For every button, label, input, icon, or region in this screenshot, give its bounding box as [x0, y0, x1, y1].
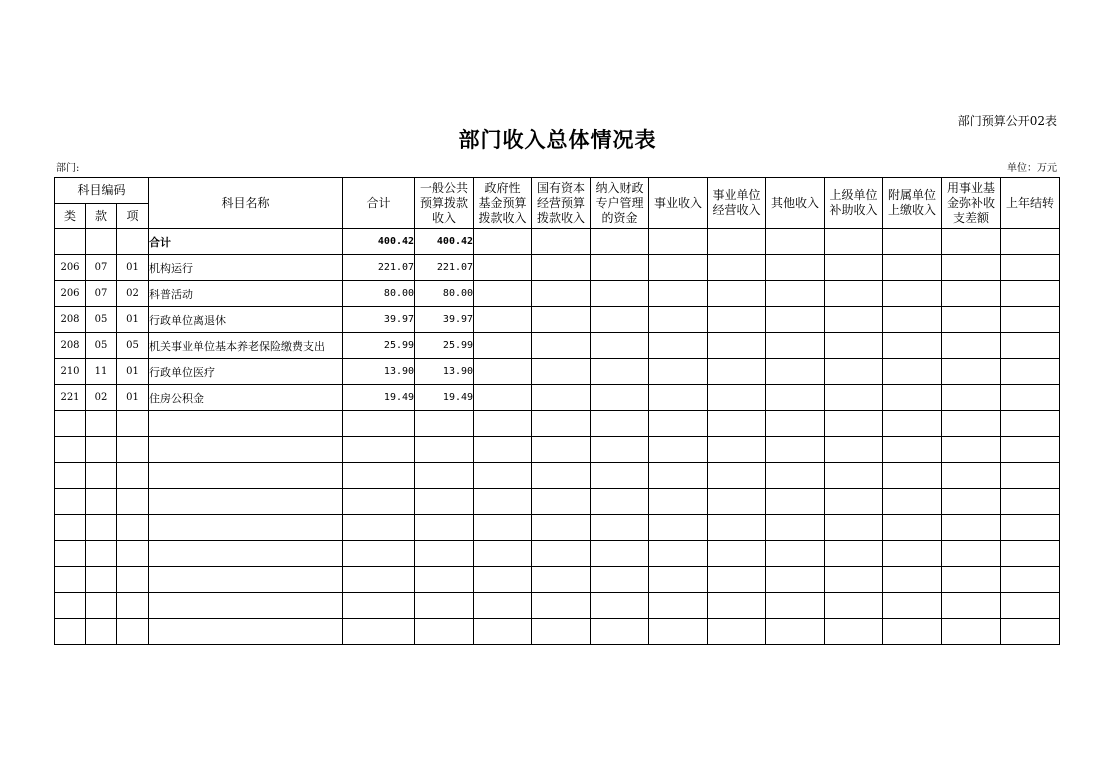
- row-total: 19.49: [343, 385, 415, 411]
- header-total: 合计: [343, 178, 415, 229]
- page-title: 部门收入总体情况表: [458, 127, 657, 152]
- row-code-kuan: 05: [86, 307, 117, 333]
- row-general-budget: 221.07: [415, 255, 474, 281]
- empty-row: [55, 437, 1060, 463]
- row-code-xiang: 01: [117, 255, 149, 281]
- row-code-xiang: 05: [117, 333, 149, 359]
- row-total: 25.99: [343, 333, 415, 359]
- header-superior-subsidy: 上级单位 补助收入: [825, 178, 883, 229]
- row-name: 机构运行: [149, 255, 343, 281]
- row-code-xiang: 02: [117, 281, 149, 307]
- row-code-kuan: 02: [86, 385, 117, 411]
- header-name: 科目名称: [149, 178, 343, 229]
- row-general-budget: 25.99: [415, 333, 474, 359]
- header-code-xiang: 项: [117, 204, 149, 229]
- row-code-xiang: 01: [117, 307, 149, 333]
- empty-row: [55, 411, 1060, 437]
- table-row: [55, 281, 1060, 307]
- header-general-budget: 一般公共 预算拨款 收入: [415, 178, 474, 229]
- empty-row: [55, 567, 1060, 593]
- row-code-lei: 208: [55, 333, 86, 359]
- row-general-budget: 80.00: [415, 281, 474, 307]
- table-row: [55, 307, 1060, 333]
- row-total: 221.07: [343, 255, 415, 281]
- row-code-lei: 221: [55, 385, 86, 411]
- row-total: 80.00: [343, 281, 415, 307]
- header-affiliated-remit: 附属单位 上缴收入: [883, 178, 942, 229]
- empty-row: [55, 593, 1060, 619]
- empty-row: [55, 463, 1060, 489]
- header-code-kuan: 款: [86, 204, 117, 229]
- header-carryover: 上年结转: [1001, 178, 1060, 229]
- table-row: [55, 385, 1060, 411]
- department-label: 部门:: [56, 163, 80, 174]
- empty-row: [55, 619, 1060, 645]
- row-code-xiang: 01: [117, 359, 149, 385]
- total-row-general-budget: 400.42: [415, 229, 474, 255]
- header-operating-income: 事业单位 经营收入: [708, 178, 766, 229]
- row-total: 13.90: [343, 359, 415, 385]
- row-code-xiang: 01: [117, 385, 149, 411]
- header-gov-fund: 政府性 基金预算 拨款收入: [474, 178, 532, 229]
- header-fiscal-special: 纳入财政 专户管理 的资金: [591, 178, 649, 229]
- row-general-budget: 13.90: [415, 359, 474, 385]
- table-row: [55, 255, 1060, 281]
- row-name: 行政单位离退休: [149, 307, 343, 333]
- row-code-kuan: 07: [86, 255, 117, 281]
- row-total: 39.97: [343, 307, 415, 333]
- row-name: 住房公积金: [149, 385, 343, 411]
- row-code-lei: 206: [55, 281, 86, 307]
- header-fund-offset: 用事业基 金弥补收 支差额: [942, 178, 1001, 229]
- total-row-name: 合计: [149, 229, 343, 255]
- header-code-lei: 类: [55, 204, 86, 229]
- header-state-capital: 国有资本 经营预算 拨款收入: [532, 178, 591, 229]
- table-row: [55, 333, 1060, 359]
- empty-row: [55, 489, 1060, 515]
- header-code-group: 科目编码: [55, 178, 149, 204]
- unit-label: 单位：万元: [1007, 163, 1057, 174]
- row-name: 科普活动: [149, 281, 343, 307]
- row-code-kuan: 05: [86, 333, 117, 359]
- row-code-lei: 206: [55, 255, 86, 281]
- income-table: [54, 177, 1060, 645]
- total-row: [55, 229, 1060, 255]
- form-code: 部门预算公开02表: [957, 114, 1057, 128]
- row-general-budget: 19.49: [415, 385, 474, 411]
- empty-row: [55, 515, 1060, 541]
- header-business-income: 事业收入: [649, 178, 708, 229]
- row-general-budget: 39.97: [415, 307, 474, 333]
- table-row: [55, 359, 1060, 385]
- table-body: [55, 229, 1060, 645]
- row-name: 机关事业单位基本养老保险缴费支出: [149, 333, 343, 359]
- row-code-lei: 210: [55, 359, 86, 385]
- total-row-total: 400.42: [343, 229, 415, 255]
- row-code-lei: 208: [55, 307, 86, 333]
- row-code-kuan: 07: [86, 281, 117, 307]
- row-name: 行政单位医疗: [149, 359, 343, 385]
- header-other-income: 其他收入: [766, 178, 825, 229]
- empty-row: [55, 541, 1060, 567]
- row-code-kuan: 11: [86, 359, 117, 385]
